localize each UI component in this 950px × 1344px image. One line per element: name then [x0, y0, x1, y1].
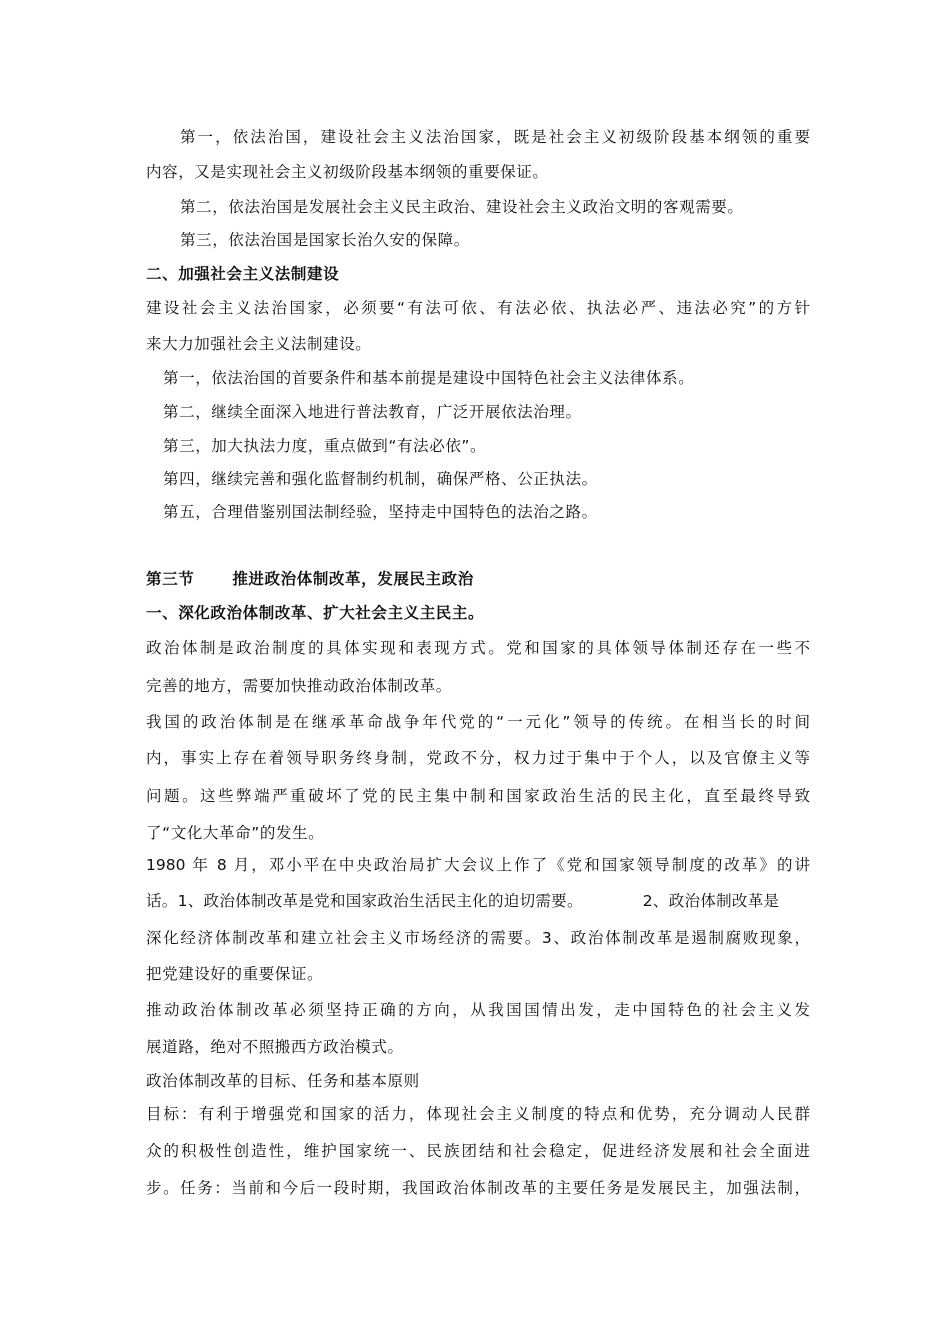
paragraph-line — [146, 891, 810, 911]
paragraph-line: 来大力加强社会主义法制建设。 — [146, 335, 372, 353]
list-item: 第四，继续完善和强化监督制约机制，确保严格、公正执法。 — [163, 470, 598, 488]
paragraph-line: 展道路，绝对不照搬西方政治模式。 — [146, 1038, 404, 1056]
list-item: 第五，合理借鉴别国法制经验，坚持走中国特色的法治之路。 — [163, 503, 598, 521]
paragraph-line: 把党建设好的重要保证。 — [146, 965, 324, 983]
paragraph-line: 第二，依法治国是发展社会主义民主政治、建设社会主义政治文明的客观需要。 — [180, 198, 744, 216]
paragraph-line: 第一，依法治国，建设社会主义法治国家，既是社会主义初级阶段基本纲领的重要 — [180, 128, 810, 146]
reform-point-1: 话。1、政治体制改革是党和国家政治生活民主化的迫切需要。 — [146, 892, 583, 910]
reform-point-2: 2、政治体制改革是 — [642, 892, 780, 910]
list-item: 第一，依法治国的首要条件和基本前提是建设中国特色社会主义法律体系。 — [163, 369, 695, 387]
list-item: 第二，继续全面深入地进行普法教育，广泛开展依法治理。 — [163, 403, 582, 421]
paragraph-line: 政治体制改革的目标、任务和基本原则 — [146, 1072, 420, 1090]
paragraph-line: 内容，又是实现社会主义初级阶段基本纲领的重要保证。 — [146, 163, 549, 181]
list-item: 第三，加大执法力度，重点做到“有法必依”。 — [163, 437, 487, 455]
paragraph-line: 了“文化大革命”的发生。 — [146, 824, 325, 842]
paragraph-line: 第三，依法治国是国家长治久安的保障。 — [180, 231, 470, 249]
paragraph-line: 深化经济体制改革和建立社会主义市场经济的需要。3、政治体制改革是遏制腐败现象， — [146, 929, 810, 947]
paragraph-line: 完善的地方，需要加快推动政治体制改革。 — [146, 677, 452, 695]
section-heading: 一、深化政治体制改革、扩大社会主义主民主。 — [146, 604, 485, 622]
section-heading: 二、加强社会主义法制建设 — [146, 265, 340, 283]
paragraph-line: 建设社会主义法治国家，必须要“有法可依、有法必依、执法必严、违法必究”的方针 — [146, 299, 810, 317]
paragraph-line: 目标：有利于增强党和国家的活力，体现社会主义制度的特点和优势，充分调动人民群 — [146, 1105, 810, 1123]
chapter-section-title — [146, 569, 474, 589]
paragraph-line: 1980 年 8 月，邓小平在中央政治局扩大会议上作了《党和国家领导制度的改革》的讲 — [146, 856, 810, 874]
paragraph-line: 问题。这些弊端严重破坏了党的民主集中制和国家政治生活的民主化，直至最终导致 — [146, 787, 810, 805]
paragraph-line: 我国的政治体制是在继承革命战争年代党的“一元化”领导的传统。在相当长的时间 — [146, 713, 810, 731]
paragraph-line: 政治体制是政治制度的具体实现和表现方式。党和国家的具体领导体制还存在一些不 — [146, 639, 810, 657]
paragraph-line: 内，事实上存在着领导职务终身制，党政不分，权力过于集中于个人，以及官僚主义等 — [146, 749, 810, 767]
paragraph-line: 步。任务：当前和今后一段时期，我国政治体制改革的主要任务是发展民主，加强法制， — [146, 1179, 810, 1197]
section-title: 推进政治体制改革，发展民主政治 — [232, 570, 474, 588]
paragraph-line: 众的积极性创造性，维护国家统一、民族团结和社会稳定，促进经济发展和社会全面进 — [146, 1142, 810, 1160]
paragraph-line: 推动政治体制改革必须坚持正确的方向，从我国国情出发，走中国特色的社会主义发 — [146, 1001, 810, 1019]
section-number: 第三节 — [146, 570, 195, 588]
